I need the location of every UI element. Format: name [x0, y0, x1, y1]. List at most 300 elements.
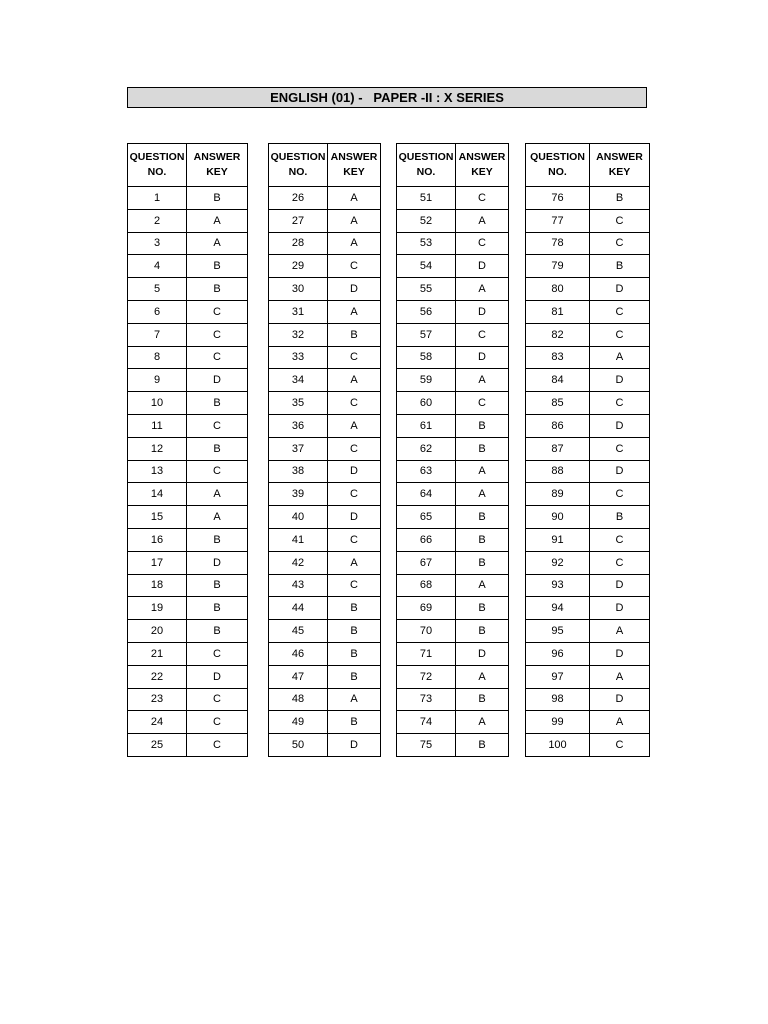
question-number: 24	[128, 711, 187, 734]
table-row	[526, 506, 650, 529]
table-row	[269, 574, 381, 597]
table-row	[269, 460, 381, 483]
table-row	[128, 437, 248, 460]
answer-key: A	[328, 209, 381, 232]
table-row	[526, 688, 650, 711]
answer-key: D	[590, 642, 650, 665]
table-row	[269, 278, 381, 301]
answer-key: B	[590, 187, 650, 210]
answer-key: C	[456, 187, 509, 210]
answer-key: A	[456, 711, 509, 734]
answer-key: A	[328, 688, 381, 711]
question-number: 92	[526, 551, 590, 574]
answer-key: C	[590, 528, 650, 551]
table-row	[526, 232, 650, 255]
question-number: 54	[397, 255, 456, 278]
question-number: 45	[269, 620, 328, 643]
table-row	[526, 460, 650, 483]
table-row	[397, 437, 509, 460]
answer-key: C	[590, 437, 650, 460]
answer-table-1	[127, 143, 248, 757]
table-row	[397, 414, 509, 437]
answer-key-header	[456, 144, 509, 187]
question-number: 5	[128, 278, 187, 301]
answer-key: C	[328, 392, 381, 415]
question-number: 55	[397, 278, 456, 301]
question-number: 95	[526, 620, 590, 643]
table-row	[128, 392, 248, 415]
answer-key: C	[590, 483, 650, 506]
question-number: 42	[269, 551, 328, 574]
table-row	[526, 278, 650, 301]
answer-key: B	[328, 323, 381, 346]
question-number: 27	[269, 209, 328, 232]
question-number: 3	[128, 232, 187, 255]
answer-key: A	[187, 506, 248, 529]
answer-key: C	[328, 528, 381, 551]
question-number: 51	[397, 187, 456, 210]
answer-key-header	[590, 144, 650, 187]
answer-key: B	[328, 642, 381, 665]
question-number: 44	[269, 597, 328, 620]
table-row	[397, 734, 509, 757]
answer-key: C	[187, 734, 248, 757]
answer-key: A	[590, 620, 650, 643]
question-number: 68	[397, 574, 456, 597]
answer-key: C	[590, 323, 650, 346]
table-row	[397, 300, 509, 323]
answer-key: C	[590, 232, 650, 255]
table-row	[526, 437, 650, 460]
question-number: 17	[128, 551, 187, 574]
table-row	[526, 642, 650, 665]
question-number: 73	[397, 688, 456, 711]
answer-key: C	[187, 642, 248, 665]
question-number: 41	[269, 528, 328, 551]
answer-key: D	[590, 460, 650, 483]
answer-key: B	[456, 597, 509, 620]
answer-key: A	[456, 483, 509, 506]
question-number: 4	[128, 255, 187, 278]
table-row	[397, 392, 509, 415]
question-number: 74	[397, 711, 456, 734]
question-number: 84	[526, 369, 590, 392]
answer-key: A	[328, 551, 381, 574]
header-label: QUESTION	[530, 151, 585, 163]
table-row	[128, 369, 248, 392]
header-row	[269, 144, 381, 187]
question-number: 13	[128, 460, 187, 483]
answer-key: A	[187, 209, 248, 232]
question-number: 59	[397, 369, 456, 392]
answer-key: D	[187, 665, 248, 688]
table-row	[526, 597, 650, 620]
table-row	[269, 437, 381, 460]
question-number: 23	[128, 688, 187, 711]
question-number: 93	[526, 574, 590, 597]
table-row	[526, 734, 650, 757]
question-number: 67	[397, 551, 456, 574]
table-row	[269, 392, 381, 415]
answer-key: D	[456, 642, 509, 665]
question-number: 47	[269, 665, 328, 688]
table-row	[128, 278, 248, 301]
question-number: 70	[397, 620, 456, 643]
answer-key: B	[590, 255, 650, 278]
table-row	[397, 255, 509, 278]
question-number: 38	[269, 460, 328, 483]
answer-key: C	[456, 323, 509, 346]
question-number: 72	[397, 665, 456, 688]
answer-key: C	[187, 323, 248, 346]
question-number: 99	[526, 711, 590, 734]
answer-key: C	[187, 460, 248, 483]
answer-key: A	[590, 711, 650, 734]
question-number: 33	[269, 346, 328, 369]
question-number: 79	[526, 255, 590, 278]
table-row	[269, 369, 381, 392]
answer-key: D	[456, 346, 509, 369]
question-number: 64	[397, 483, 456, 506]
answer-key: C	[187, 414, 248, 437]
table-row	[526, 209, 650, 232]
table-row	[128, 460, 248, 483]
table-row	[128, 620, 248, 643]
table-row	[128, 346, 248, 369]
question-number: 25	[128, 734, 187, 757]
answer-key: D	[590, 597, 650, 620]
answer-key: B	[187, 528, 248, 551]
answer-key: B	[187, 255, 248, 278]
table-row	[397, 688, 509, 711]
question-number: 7	[128, 323, 187, 346]
question-number: 20	[128, 620, 187, 643]
answer-key: D	[328, 506, 381, 529]
question-number: 2	[128, 209, 187, 232]
question-number: 69	[397, 597, 456, 620]
table-row	[397, 711, 509, 734]
answer-key: A	[456, 574, 509, 597]
answer-key: B	[456, 506, 509, 529]
answer-key: C	[590, 392, 650, 415]
table-row	[269, 209, 381, 232]
table-row	[397, 209, 509, 232]
answer-key: B	[187, 620, 248, 643]
table-row	[526, 528, 650, 551]
table-row	[128, 483, 248, 506]
page-title: ENGLISH (01) - PAPER -II : X SERIES	[127, 87, 647, 108]
question-number: 12	[128, 437, 187, 460]
table-row	[397, 642, 509, 665]
table-row	[397, 232, 509, 255]
answer-key: B	[187, 278, 248, 301]
header-label: ANSWER	[596, 151, 643, 163]
answer-key: C	[328, 574, 381, 597]
answer-key: D	[456, 255, 509, 278]
answer-key: D	[590, 414, 650, 437]
question-number: 50	[269, 734, 328, 757]
table-row	[128, 688, 248, 711]
answer-key: D	[456, 300, 509, 323]
table-row	[269, 255, 381, 278]
question-number: 91	[526, 528, 590, 551]
table-row	[128, 209, 248, 232]
table-row	[526, 187, 650, 210]
question-number: 82	[526, 323, 590, 346]
header-label: ANSWER	[330, 151, 378, 163]
header-label: KEY	[471, 166, 493, 178]
table-row	[128, 597, 248, 620]
table-row	[269, 483, 381, 506]
table-row	[128, 642, 248, 665]
question-number: 52	[397, 209, 456, 232]
table-row	[397, 665, 509, 688]
question-number: 16	[128, 528, 187, 551]
question-number: 71	[397, 642, 456, 665]
answer-key-header	[187, 144, 248, 187]
table-row	[526, 346, 650, 369]
question-number: 65	[397, 506, 456, 529]
table-row	[526, 300, 650, 323]
question-number: 75	[397, 734, 456, 757]
answer-table-4	[525, 143, 650, 757]
answer-key-header	[328, 144, 381, 187]
table-row	[526, 711, 650, 734]
header-label: ANSWER	[458, 151, 506, 163]
answer-key: A	[328, 369, 381, 392]
table-row	[397, 460, 509, 483]
question-number: 40	[269, 506, 328, 529]
question-number: 18	[128, 574, 187, 597]
question-number: 83	[526, 346, 590, 369]
table-row	[269, 300, 381, 323]
question-number: 46	[269, 642, 328, 665]
table-row	[269, 506, 381, 529]
question-number: 97	[526, 665, 590, 688]
question-number: 49	[269, 711, 328, 734]
answer-key: B	[456, 551, 509, 574]
table-row	[526, 414, 650, 437]
answer-key: D	[187, 369, 248, 392]
answer-key: B	[187, 574, 248, 597]
answer-key: C	[328, 346, 381, 369]
table-row	[269, 620, 381, 643]
question-number: 61	[397, 414, 456, 437]
answer-key: B	[328, 597, 381, 620]
answer-key: A	[456, 209, 509, 232]
question-number: 29	[269, 255, 328, 278]
table-row	[397, 528, 509, 551]
question-number: 6	[128, 300, 187, 323]
table-row	[526, 665, 650, 688]
answer-key: C	[328, 255, 381, 278]
answer-key: A	[187, 483, 248, 506]
question-number: 28	[269, 232, 328, 255]
table-row	[397, 278, 509, 301]
question-number: 35	[269, 392, 328, 415]
table-row	[128, 574, 248, 597]
question-number: 57	[397, 323, 456, 346]
table-row	[269, 346, 381, 369]
question-number: 81	[526, 300, 590, 323]
table-row	[269, 187, 381, 210]
question-number: 66	[397, 528, 456, 551]
header-label: NO.	[548, 166, 567, 178]
question-number: 80	[526, 278, 590, 301]
answer-key: B	[456, 414, 509, 437]
header-label: KEY	[343, 166, 365, 178]
table-row	[128, 665, 248, 688]
question-number: 30	[269, 278, 328, 301]
question-number: 53	[397, 232, 456, 255]
question-number: 96	[526, 642, 590, 665]
question-number: 21	[128, 642, 187, 665]
question-number: 39	[269, 483, 328, 506]
table-row	[526, 392, 650, 415]
question-number: 100	[526, 734, 590, 757]
question-number: 48	[269, 688, 328, 711]
table-row	[128, 187, 248, 210]
table-row	[269, 323, 381, 346]
question-number: 34	[269, 369, 328, 392]
question-number: 90	[526, 506, 590, 529]
header-label: QUESTION	[398, 151, 454, 163]
question-number: 43	[269, 574, 328, 597]
answer-key: B	[328, 665, 381, 688]
question-number: 62	[397, 437, 456, 460]
header-row	[526, 144, 650, 187]
table-row	[269, 232, 381, 255]
answer-key: B	[187, 597, 248, 620]
question-number: 8	[128, 346, 187, 369]
answer-key: D	[590, 574, 650, 597]
answer-key: D	[590, 278, 650, 301]
table-row	[269, 414, 381, 437]
table-row	[397, 551, 509, 574]
answer-key: C	[590, 300, 650, 323]
question-number: 87	[526, 437, 590, 460]
question-number: 86	[526, 414, 590, 437]
header-label: KEY	[206, 166, 228, 178]
answer-key: B	[456, 528, 509, 551]
table-row	[526, 369, 650, 392]
question-number: 26	[269, 187, 328, 210]
table-row	[397, 346, 509, 369]
answer-key: C	[187, 711, 248, 734]
answer-key: C	[590, 551, 650, 574]
answer-key: B	[328, 711, 381, 734]
answer-key: A	[328, 414, 381, 437]
table-row	[397, 369, 509, 392]
answer-key: D	[590, 369, 650, 392]
answer-key: C	[187, 688, 248, 711]
question-number: 19	[128, 597, 187, 620]
question-number: 1	[128, 187, 187, 210]
question-number: 37	[269, 437, 328, 460]
answer-key: A	[456, 460, 509, 483]
table-row	[269, 597, 381, 620]
table-row	[269, 551, 381, 574]
table-row	[397, 187, 509, 210]
table-row	[128, 323, 248, 346]
table-row	[397, 323, 509, 346]
question-number: 89	[526, 483, 590, 506]
answer-key: C	[456, 232, 509, 255]
table-row	[128, 551, 248, 574]
table-row	[526, 620, 650, 643]
question-number: 94	[526, 597, 590, 620]
answer-key: B	[187, 187, 248, 210]
question-number: 63	[397, 460, 456, 483]
question-number: 10	[128, 392, 187, 415]
answer-key: C	[456, 392, 509, 415]
table-row	[128, 232, 248, 255]
header-label: QUESTION	[270, 151, 326, 163]
table-row	[526, 483, 650, 506]
question-number: 77	[526, 209, 590, 232]
question-number: 98	[526, 688, 590, 711]
table-row	[526, 551, 650, 574]
question-number: 14	[128, 483, 187, 506]
question-no-header	[397, 144, 456, 187]
answer-key: B	[456, 688, 509, 711]
question-number: 31	[269, 300, 328, 323]
answer-key: D	[590, 688, 650, 711]
answer-key: D	[328, 278, 381, 301]
header-label: NO.	[416, 166, 436, 178]
answer-key: A	[328, 232, 381, 255]
answer-key: B	[456, 734, 509, 757]
table-row	[128, 528, 248, 551]
answer-key: B	[187, 437, 248, 460]
question-number: 32	[269, 323, 328, 346]
answer-key: B	[187, 392, 248, 415]
question-number: 88	[526, 460, 590, 483]
answer-key: A	[590, 665, 650, 688]
answer-key: C	[590, 209, 650, 232]
table-row	[128, 255, 248, 278]
table-row	[269, 688, 381, 711]
table-row	[397, 506, 509, 529]
question-number: 76	[526, 187, 590, 210]
question-no-header	[269, 144, 328, 187]
header-label: QUESTION	[129, 151, 185, 163]
question-number: 58	[397, 346, 456, 369]
header-row	[397, 144, 509, 187]
answer-key: C	[590, 734, 650, 757]
question-number: 15	[128, 506, 187, 529]
answer-table-2	[268, 143, 381, 757]
table-row	[397, 574, 509, 597]
table-row	[526, 574, 650, 597]
table-row	[397, 620, 509, 643]
table-row	[397, 597, 509, 620]
table-row	[128, 506, 248, 529]
answer-key: B	[456, 437, 509, 460]
header-label: ANSWER	[193, 151, 241, 163]
answer-key: C	[187, 346, 248, 369]
table-row	[269, 528, 381, 551]
answer-key: D	[328, 460, 381, 483]
answer-key: A	[328, 187, 381, 210]
answer-key: A	[328, 300, 381, 323]
question-number: 56	[397, 300, 456, 323]
answer-key: C	[328, 437, 381, 460]
header-row	[128, 144, 248, 187]
table-row	[269, 711, 381, 734]
table-row	[526, 255, 650, 278]
question-number: 9	[128, 369, 187, 392]
